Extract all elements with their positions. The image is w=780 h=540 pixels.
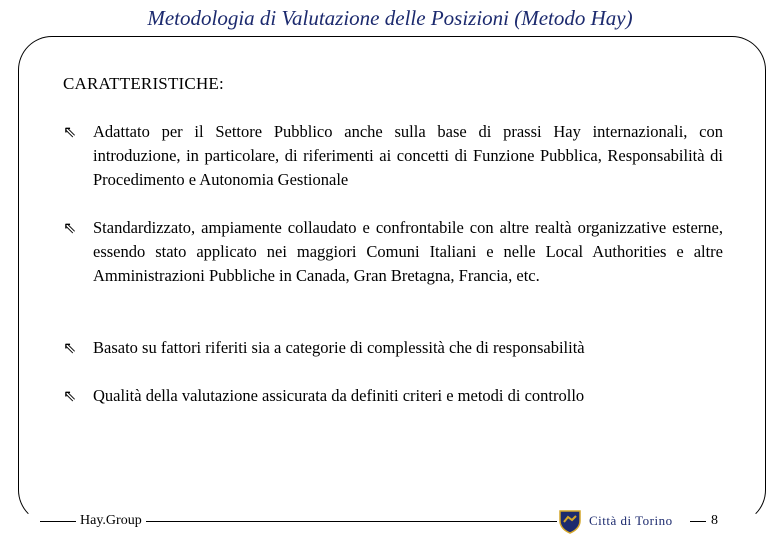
section-heading: CARATTERISTICHE: <box>63 74 224 93</box>
bullet-item <box>63 384 723 408</box>
arrow-up-left-icon: ⇖ <box>63 122 77 141</box>
bullet-text: Basato su fattori riferiti sia a categorie di complessità che di responsabilità <box>93 338 585 357</box>
city-logo <box>557 508 677 534</box>
bullet-item <box>63 336 723 360</box>
footer-divider <box>690 521 706 522</box>
bullet-text: Adattato per il Settore Pubblico anche sulla base di prassi Hay internazionali, con introduzione, in particolare, di riferimenti ai concetti di Funzione Pubblica, Responsabilità di Procedimento e Autonomia Gestionale <box>93 122 723 189</box>
arrow-up-left-icon: ⇖ <box>63 338 77 357</box>
logo-text: Città di Torino <box>589 513 673 528</box>
company-name: Hay.Group <box>76 513 146 529</box>
arrow-up-left-icon: ⇖ <box>63 218 77 237</box>
bullet-text: Qualità della valutazione assicurata da definiti criteri e metodi di controllo <box>93 386 585 405</box>
arrow-up-left-icon: ⇖ <box>63 386 77 405</box>
page-number: 8 <box>707 513 722 529</box>
slide-title: Metodologia di Valutazione delle Posizioni (Metodo Hay) <box>147 6 633 30</box>
bullet-item <box>63 216 723 288</box>
bullet-text: Standardizzato, ampiamente collaudato e confrontabile con altre realtà organizzative esterne, essendo stato applicato nei maggiori Comuni Italiani e nelle Local Authorities e altre Amministrazioni Pubbliche in Canada, Gran Bretagna, Francia, etc. <box>93 218 723 285</box>
city-crest-icon <box>557 508 583 534</box>
bullet-item <box>63 120 723 192</box>
